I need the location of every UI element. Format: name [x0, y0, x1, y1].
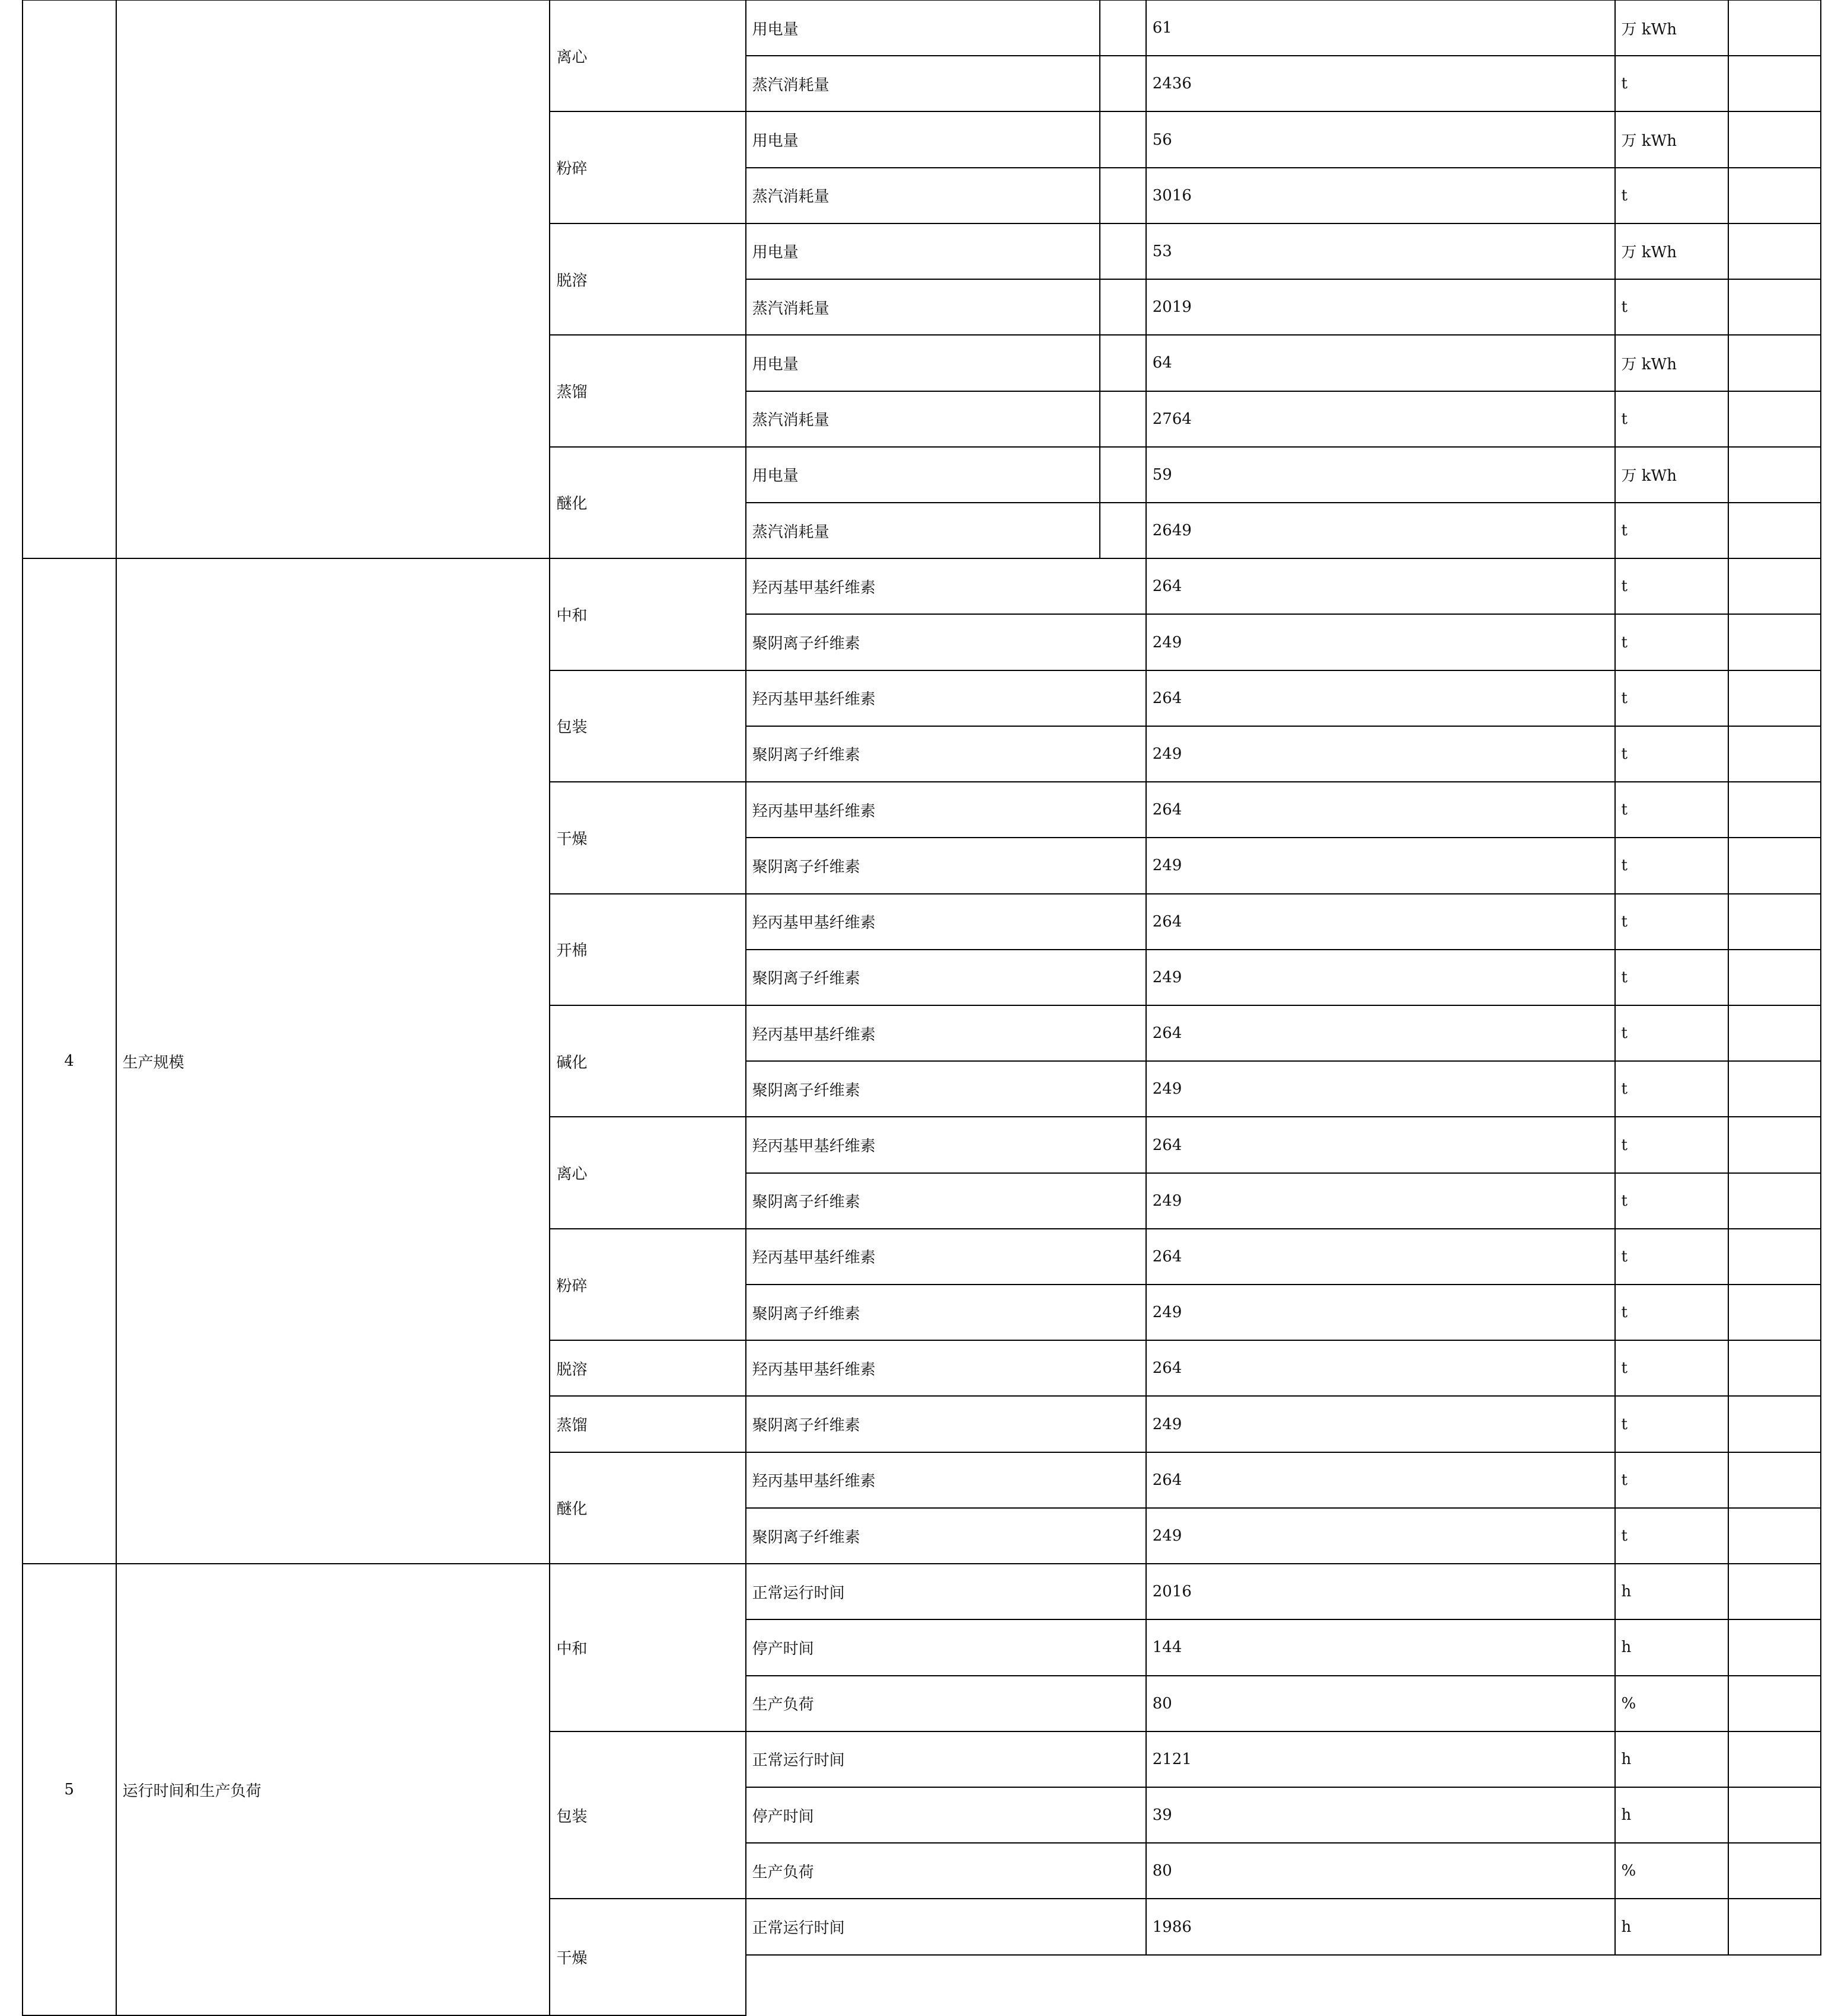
unit-cell: t: [1614, 1452, 1729, 1509]
value-cell: 249: [1145, 1284, 1616, 1341]
param-cell: 羟丙基甲基纤维素: [745, 893, 1147, 950]
unit-cell: t: [1614, 670, 1729, 727]
unit-cell: t: [1614, 1060, 1729, 1117]
note-cell: [1728, 1340, 1821, 1397]
note-cell: [1728, 1731, 1821, 1788]
unit-cell: %: [1614, 1675, 1729, 1732]
unit-cell: t: [1614, 1284, 1729, 1341]
row-number-cell: 5: [22, 1563, 117, 2016]
param-cell: 羟丙基甲基纤维素: [745, 558, 1147, 615]
param-cell: 蒸汽消耗量: [745, 502, 1100, 559]
note-cell: [1728, 0, 1821, 56]
value-cell: 2019: [1145, 279, 1616, 336]
blank-cell: [1099, 446, 1147, 503]
note-cell: [1728, 1060, 1821, 1117]
value-cell: 249: [1145, 614, 1616, 670]
unit-cell: t: [1614, 279, 1729, 336]
value-cell: 2121: [1145, 1731, 1616, 1788]
param-cell: 用电量: [745, 0, 1100, 56]
value-cell: 249: [1145, 1395, 1616, 1452]
note-cell: [1728, 1787, 1821, 1844]
blank-cell: [1099, 334, 1147, 391]
param-cell: 羟丙基甲基纤维素: [745, 1228, 1147, 1285]
unit-cell: t: [1614, 837, 1729, 894]
row-number-cell: 4: [22, 558, 117, 1564]
stage-cell: 醚化: [549, 1452, 746, 1564]
stage-cell: 脱溶: [549, 1340, 746, 1397]
note-cell: [1728, 279, 1821, 336]
value-cell: 264: [1145, 893, 1616, 950]
note-cell: [1728, 893, 1821, 950]
unit-cell: h: [1614, 1731, 1729, 1788]
note-cell: [1728, 1842, 1821, 1899]
param-cell: 聚阴离子纤维素: [745, 1507, 1147, 1564]
note-cell: [1728, 502, 1821, 559]
unit-cell: h: [1614, 1787, 1729, 1844]
unit-cell: 万 kWh: [1614, 223, 1729, 280]
blank-cell: [1099, 167, 1147, 224]
param-cell: 用电量: [745, 111, 1100, 168]
param-cell: 生产负荷: [745, 1675, 1147, 1732]
value-cell: 144: [1145, 1619, 1616, 1676]
param-cell: 聚阴离子纤维素: [745, 1395, 1147, 1452]
param-cell: 聚阴离子纤维素: [745, 614, 1147, 670]
blank-cell: [1099, 111, 1147, 168]
note-cell: [1728, 1116, 1821, 1173]
stage-cell: 开棉: [549, 893, 746, 1006]
param-cell: 蒸汽消耗量: [745, 167, 1100, 224]
item-name-cell: 运行时间和生产负荷: [116, 1563, 551, 2016]
unit-cell: h: [1614, 1563, 1729, 1620]
param-cell: 用电量: [745, 334, 1100, 391]
param-cell: 羟丙基甲基纤维素: [745, 670, 1147, 727]
value-cell: 2764: [1145, 391, 1616, 448]
unit-cell: t: [1614, 502, 1729, 559]
param-cell: 羟丙基甲基纤维素: [745, 1116, 1147, 1173]
param-cell: 聚阴离子纤维素: [745, 949, 1147, 1006]
value-cell: 249: [1145, 949, 1616, 1006]
value-cell: 249: [1145, 1507, 1616, 1564]
value-cell: 264: [1145, 558, 1616, 615]
stage-cell: 脱溶: [549, 223, 746, 336]
stage-cell: 干燥: [549, 1898, 746, 2016]
note-cell: [1728, 949, 1821, 1006]
unit-cell: t: [1614, 1507, 1729, 1564]
param-cell: 正常运行时间: [745, 1731, 1147, 1788]
stage-cell: 粉碎: [549, 1228, 746, 1341]
stage-cell: 包装: [549, 1731, 746, 1900]
param-cell: 羟丙基甲基纤维素: [745, 781, 1147, 838]
param-cell: 聚阴离子纤维素: [745, 726, 1147, 782]
unit-cell: t: [1614, 614, 1729, 670]
note-cell: [1728, 1172, 1821, 1229]
param-cell: 生产负荷: [745, 1842, 1147, 1899]
stage-cell: 中和: [549, 1563, 746, 1732]
note-cell: [1728, 167, 1821, 224]
param-cell: 聚阴离子纤维素: [745, 1060, 1147, 1117]
value-cell: 264: [1145, 1452, 1616, 1509]
stage-cell: 干燥: [549, 781, 746, 894]
note-cell: [1728, 334, 1821, 391]
note-cell: [1728, 1452, 1821, 1509]
unit-cell: t: [1614, 1116, 1729, 1173]
unit-cell: t: [1614, 1172, 1729, 1229]
stage-cell: 包装: [549, 670, 746, 782]
value-cell: 39: [1145, 1787, 1616, 1844]
value-cell: 59: [1145, 446, 1616, 503]
item-name-cell: [116, 0, 551, 559]
note-cell: [1728, 1563, 1821, 1620]
note-cell: [1728, 1619, 1821, 1676]
value-cell: 3016: [1145, 167, 1616, 224]
param-cell: 羟丙基甲基纤维素: [745, 1005, 1147, 1062]
note-cell: [1728, 55, 1821, 112]
param-cell: 羟丙基甲基纤维素: [745, 1340, 1147, 1397]
item-name-cell: 生产规模: [116, 558, 551, 1564]
value-cell: 64: [1145, 334, 1616, 391]
note-cell: [1728, 1005, 1821, 1062]
note-cell: [1728, 223, 1821, 280]
unit-cell: h: [1614, 1619, 1729, 1676]
unit-cell: t: [1614, 949, 1729, 1006]
value-cell: 61: [1145, 0, 1616, 56]
value-cell: 249: [1145, 726, 1616, 782]
note-cell: [1728, 670, 1821, 727]
stage-cell: 中和: [549, 558, 746, 670]
unit-cell: t: [1614, 1340, 1729, 1397]
param-cell: 用电量: [745, 223, 1100, 280]
blank-cell: [1099, 55, 1147, 112]
stage-cell: 蒸馏: [549, 1395, 746, 1452]
unit-cell: t: [1614, 55, 1729, 112]
note-cell: [1728, 1507, 1821, 1564]
param-cell: 正常运行时间: [745, 1563, 1147, 1620]
value-cell: 264: [1145, 670, 1616, 727]
param-cell: 羟丙基甲基纤维素: [745, 1452, 1147, 1509]
param-cell: 停产时间: [745, 1787, 1147, 1844]
unit-cell: t: [1614, 1228, 1729, 1285]
value-cell: 56: [1145, 111, 1616, 168]
param-cell: 用电量: [745, 446, 1100, 503]
note-cell: [1728, 781, 1821, 838]
unit-cell: 万 kWh: [1614, 111, 1729, 168]
blank-cell: [1099, 279, 1147, 336]
value-cell: 264: [1145, 1116, 1616, 1173]
blank-cell: [1099, 391, 1147, 448]
unit-cell: 万 kWh: [1614, 446, 1729, 503]
note-cell: [1728, 111, 1821, 168]
param-cell: 蒸汽消耗量: [745, 391, 1100, 448]
stage-cell: 离心: [549, 1116, 746, 1229]
stage-cell: 粉碎: [549, 111, 746, 223]
value-cell: 249: [1145, 1172, 1616, 1229]
param-cell: 蒸汽消耗量: [745, 279, 1100, 336]
blank-cell: [1099, 223, 1147, 280]
unit-cell: 万 kWh: [1614, 0, 1729, 56]
note-cell: [1728, 558, 1821, 615]
note-cell: [1728, 1898, 1821, 1955]
note-cell: [1728, 1675, 1821, 1732]
param-cell: 蒸汽消耗量: [745, 55, 1100, 112]
stage-cell: 离心: [549, 0, 746, 112]
value-cell: 264: [1145, 1005, 1616, 1062]
value-cell: 249: [1145, 1060, 1616, 1117]
value-cell: 264: [1145, 1228, 1616, 1285]
unit-cell: t: [1614, 167, 1729, 224]
note-cell: [1728, 1395, 1821, 1452]
value-cell: 2436: [1145, 55, 1616, 112]
note-cell: [1728, 391, 1821, 448]
value-cell: 264: [1145, 1340, 1616, 1397]
stage-cell: 醚化: [549, 446, 746, 559]
value-cell: 80: [1145, 1675, 1616, 1732]
note-cell: [1728, 726, 1821, 782]
row-number-cell: [22, 0, 117, 559]
unit-cell: t: [1614, 391, 1729, 448]
blank-cell: [1099, 0, 1147, 56]
stage-cell: 碱化: [549, 1005, 746, 1117]
unit-cell: t: [1614, 1005, 1729, 1062]
param-cell: 聚阴离子纤维素: [745, 1172, 1147, 1229]
value-cell: 1986: [1145, 1898, 1616, 1955]
unit-cell: 万 kWh: [1614, 334, 1729, 391]
unit-cell: t: [1614, 726, 1729, 782]
blank-cell: [1099, 502, 1147, 559]
unit-cell: h: [1614, 1898, 1729, 1955]
unit-cell: %: [1614, 1842, 1729, 1899]
note-cell: [1728, 446, 1821, 503]
note-cell: [1728, 614, 1821, 670]
note-cell: [1728, 1228, 1821, 1285]
value-cell: 2649: [1145, 502, 1616, 559]
param-cell: 聚阴离子纤维素: [745, 837, 1147, 894]
note-cell: [1728, 1284, 1821, 1341]
value-cell: 264: [1145, 781, 1616, 838]
note-cell: [1728, 837, 1821, 894]
unit-cell: t: [1614, 1395, 1729, 1452]
unit-cell: t: [1614, 781, 1729, 838]
param-cell: 聚阴离子纤维素: [745, 1284, 1147, 1341]
value-cell: 2016: [1145, 1563, 1616, 1620]
value-cell: 53: [1145, 223, 1616, 280]
unit-cell: t: [1614, 558, 1729, 615]
stage-cell: 蒸馏: [549, 334, 746, 447]
value-cell: 80: [1145, 1842, 1616, 1899]
value-cell: 249: [1145, 837, 1616, 894]
param-cell: 停产时间: [745, 1619, 1147, 1676]
unit-cell: t: [1614, 893, 1729, 950]
param-cell: 正常运行时间: [745, 1898, 1147, 1955]
